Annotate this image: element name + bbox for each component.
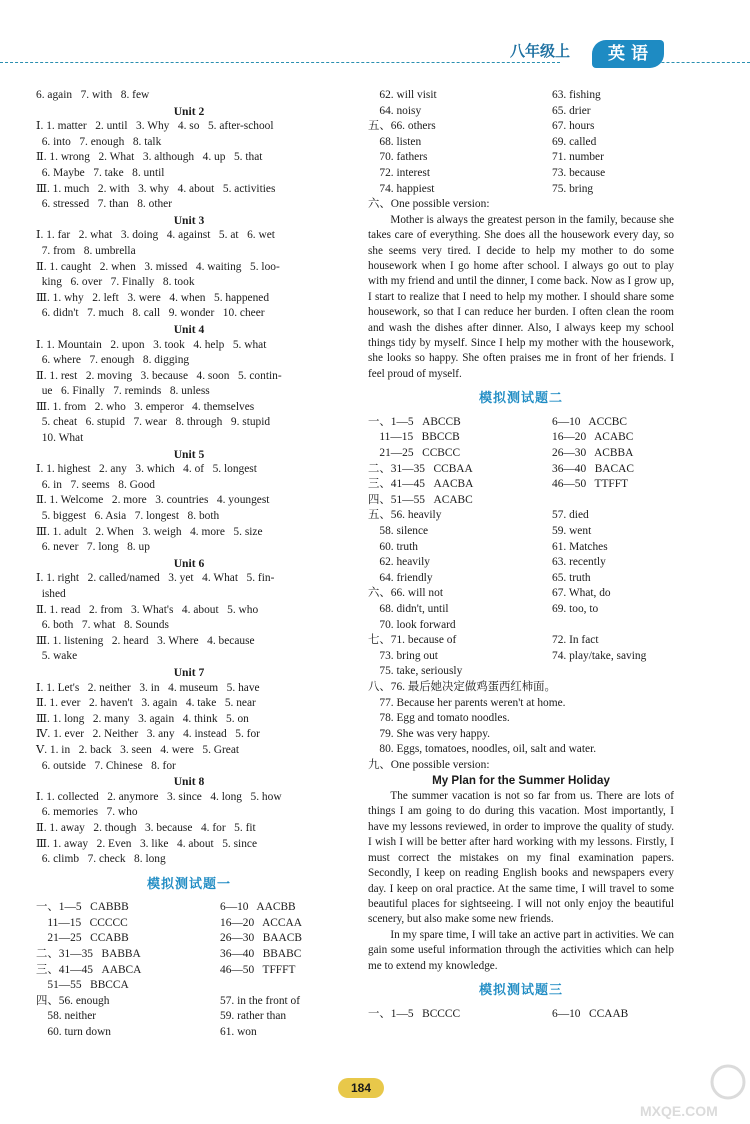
answer-left: 58. silence: [368, 524, 429, 537]
section-title-3: 模拟测试题三: [478, 982, 563, 998]
answer-row: [368, 555, 674, 571]
answer-line: 八、76. 最后她决定做鸡蛋西红柿面。: [368, 680, 556, 693]
unit-heading: Unit 4: [173, 322, 205, 336]
grade-label: 八年级上: [510, 42, 571, 60]
answer-line: ue 6. Finally 7. reminds 8. unless: [36, 385, 210, 398]
answer-line: Ⅲ. 1. adult 2. When 3. weigh 4. more 5. size: [36, 525, 263, 538]
answer-right: 36—40 BBABC: [220, 948, 302, 961]
answer-line: 5. cheat 6. stupid 7. wear 8. through 9. stupid: [36, 416, 271, 429]
answer-row: [36, 963, 342, 979]
answer-row: [368, 150, 674, 166]
answer-left: 二、31—35 CCBAA: [368, 462, 473, 475]
answer-row: [368, 88, 674, 104]
answer-line: Ⅰ. 1. far 2. what 3. doing 4. against 5. at 6. wet: [36, 229, 275, 242]
answer-right: 65. truth: [552, 571, 591, 584]
answer-left: 六、66. will not: [368, 587, 443, 600]
answer-row: [368, 415, 674, 431]
answer-line: Ⅰ. 1. right 2. called/named 3. yet 4. What 5. fin-: [36, 572, 275, 585]
answer-line: ished: [36, 588, 66, 600]
essay-mother: Mother is always the greatest person in the family, because she takes care of everything. She does all the housework every day, so she seems very tired. I decide to help my mother to do some housework when I go home after school. I always go out to play with my friend and until the dinner, I come back. Now as I grow up, I start to realize that I need to help my mother. I should share some housework, so that I can reduce her burden. I often clean the room and wash the dishes after dinner. Also, I always keep my school things tidy by myself. Since I help my mother with the housework, she looks so happy. She often praises me in front of her friends. I feel proud of myself.: [368, 213, 674, 380]
answer-line: 6. never 7. long 8. up: [36, 541, 150, 554]
answer-left: 四、56. enough: [36, 994, 110, 1007]
answer-right: 46—50 TTFFT: [552, 478, 629, 491]
answer-line: 77. Because her parents weren't at home.: [368, 696, 566, 709]
answer-row: [368, 540, 674, 556]
section-title-2: 模拟测试题二: [478, 391, 563, 407]
watermark-text: MXQE.COM: [640, 1103, 718, 1119]
answer-right: 63. fishing: [552, 89, 601, 101]
unit-heading: Unit 2: [173, 104, 205, 118]
answer-right: 74. play/take, saving: [552, 649, 647, 662]
answer-row: [368, 430, 674, 446]
answer-left: 11—15 BBCCB: [368, 431, 460, 444]
answer-left: 五、66. others: [368, 120, 436, 133]
answer-left: 68. listen: [368, 135, 422, 148]
answer-line: Ⅴ. 1. in 2. back 3. seen 4. were 5. Great: [36, 743, 240, 756]
answer-right: 72. In fact: [552, 634, 599, 647]
answer-row: [368, 586, 674, 602]
answer-left: 二、31—35 BABBA: [36, 948, 141, 961]
answer-right: 69. called: [552, 135, 597, 148]
answer-line: Ⅰ. 1. Mountain 2. upon 3. took 4. help 5. what: [36, 338, 267, 351]
subject-badge: 英 语: [592, 40, 664, 68]
answer-line: 6. stressed 7. than 8. other: [36, 198, 173, 211]
answer-right: 26—30 ACBBA: [552, 447, 634, 459]
answer-row: [368, 166, 674, 182]
answer-row: [368, 508, 674, 524]
answer-line: 6. outside 7. Chinese 8. for: [36, 759, 176, 772]
essay-summer-p2: In my spare time, I will take an active part in activities. We can gain some useful information through the activities which can help me to extend my knowledge.: [368, 928, 674, 972]
answer-right: 26—30 BAACB: [220, 932, 302, 945]
answer-row: [368, 135, 674, 151]
header-rule-left: [0, 62, 560, 63]
answer-left: 51—55 BBCCA: [36, 979, 129, 992]
answer-row: [36, 1009, 342, 1025]
unit-heading: Unit 6: [173, 556, 205, 570]
answer-line: Ⅲ. 1. from 2. who 3. emperor 4. themselves: [36, 400, 255, 413]
answer-line: Ⅱ. 1. away 2. though 3. because 4. for 5. fit: [36, 821, 256, 834]
answer-right: 71. number: [552, 151, 604, 164]
answer-row: [368, 104, 674, 120]
right-mid-answers: [368, 415, 674, 774]
unit-heading: Unit 8: [173, 775, 205, 789]
answer-row: [368, 182, 674, 198]
answer-left: 21—25 CCABB: [36, 932, 129, 945]
answer-line: 10. What: [36, 432, 84, 445]
answer-left: 60. truth: [368, 540, 418, 553]
answer-line: 6. in 7. seems 8. Good: [36, 478, 155, 491]
answer-right: 57. died: [552, 509, 589, 522]
answer-line: 80. Eggs, tomatoes, noodles, oil, salt and water.: [368, 743, 597, 756]
answer-left: 五、56. heavily: [368, 509, 442, 522]
answer-right: 61. won: [220, 1026, 257, 1039]
answer-left: 21—25 CCBCC: [368, 447, 461, 459]
answer-right: 67. hours: [552, 120, 595, 133]
answer-row: [36, 931, 342, 947]
answer-row: [368, 446, 674, 462]
answer-line: 6. into 7. enough 8. talk: [36, 135, 162, 148]
essay-summer-p1: The summer vacation is not so far from us. There are lots of things I am going to do during this vacation. Most importantly, I have my lessons reviewed, in order to improve the quality of study. I wish I will be better after hard working with my lessons. Firstly, I must correct the mistakes on my final examination papers. Secondly, I keep on reading English books and newspapers every day. I keep on oral practice. At the same time, I will travel to some beautiful places for sightseeing. I will not only enjoy the beautiful scenery, but also make some new friends.: [368, 790, 674, 926]
answer-row: [36, 916, 342, 932]
answer-left: 72. interest: [368, 166, 431, 179]
answer-row: [36, 1025, 342, 1041]
answer-right: 61. Matches: [552, 540, 608, 553]
watermark-logo: [600, 1062, 750, 1122]
answer-row: [368, 618, 674, 634]
answer-left: 60. turn down: [36, 1026, 111, 1039]
answer-right: 67. What, do: [552, 587, 611, 600]
answer-right: 59. went: [552, 524, 592, 537]
answer-left: 70. fathers: [368, 151, 428, 164]
answer-left: 62. heavily: [368, 556, 431, 569]
right-top-answers: [368, 88, 674, 213]
answer-line: Ⅰ. 1. collected 2. anymore 3. since 4. long 5. how: [36, 790, 282, 803]
answer-right: 57. in the front of: [220, 994, 301, 1007]
answer-row: [368, 119, 674, 135]
answer-line: 6. where 7. enough 8. digging: [36, 354, 190, 367]
answer-row: [368, 477, 674, 493]
answer-line: Ⅲ. 1. why 2. left 3. were 4. when 5. happened: [36, 291, 270, 304]
answer-right: 73. because: [552, 166, 606, 179]
answer-row: [368, 462, 674, 478]
answer-right: 6—10 AACBB: [220, 901, 296, 914]
answer-left: 七、71. because of: [368, 634, 457, 647]
answer-right: 16—20 ACCAA: [220, 916, 302, 929]
answer-line: Ⅱ. 1. rest 2. moving 3. because 4. soon 5. contin-: [36, 369, 282, 382]
section-title: 模拟测试题一: [146, 876, 231, 892]
answer-left: 70. look forward: [368, 618, 456, 631]
answer-line: 6. Maybe 7. take 8. until: [36, 166, 165, 179]
answer-row: [368, 633, 674, 649]
answer-line: 5. biggest 6. Asia 7. longest 8. both: [36, 510, 220, 523]
answer-row: [36, 947, 342, 963]
answer-right: 6—10 ACCBC: [552, 415, 628, 428]
answer-right: 63. recently: [552, 556, 606, 569]
answer-right: 65. drier: [552, 104, 591, 117]
answer-row: [368, 649, 674, 665]
unit-heading: Unit 7: [173, 665, 205, 679]
answer-line: 75. take, seriously: [368, 665, 463, 678]
answer-left: 一、1—5 ABCCB: [368, 415, 461, 428]
answer-row: [36, 978, 342, 994]
answer-left: 74. happiest: [368, 182, 435, 195]
answer-right: 36—40 BACAC: [552, 462, 634, 475]
answer-line: Ⅱ. 1. read 2. from 3. What's 4. about 5. who: [36, 603, 259, 616]
answer-left: 64. noisy: [368, 104, 422, 117]
answer-line: Ⅰ. 1. Let's 2. neither 3. in 4. museum 5. have: [36, 681, 260, 694]
answer-line: 78. Egg and tomato noodles.: [368, 712, 510, 725]
answer-left: 四、51—55 ACABC: [368, 493, 473, 506]
answer-row: [36, 900, 342, 916]
answer-line: Ⅰ. 1. matter 2. until 3. Why 4. so 5. after-school: [36, 120, 274, 133]
answer-left: 一、1—5 CABBB: [36, 901, 129, 914]
answer-row: [368, 493, 674, 509]
answer-right: 46—50 TFFFT: [220, 963, 296, 976]
answer-line: 九、One possible version:: [368, 758, 490, 771]
answer-left: 64. friendly: [368, 571, 433, 584]
answer-left: 68. didn't, until: [368, 602, 449, 615]
answer-left: 11—15 CCCCC: [36, 916, 128, 929]
answer-line: Ⅲ. 1. away 2. Even 3. like 4. about 5. since: [36, 837, 258, 850]
answer-line: 6. climb 7. check 8. long: [36, 853, 166, 866]
answer-line: 79. She was very happy.: [368, 727, 491, 740]
answer-line: Ⅳ. 1. ever 2. Neither 3. any 4. instead 5. for: [36, 728, 260, 741]
answer-line: Ⅲ. 1. listening 2. heard 3. Where 4. because: [36, 634, 255, 647]
unit-heading: Unit 3: [173, 213, 205, 227]
answer-left: 73. bring out: [368, 649, 438, 662]
answer-line: Ⅱ. 1. caught 2. when 3. missed 4. waiting 5. loo-: [36, 260, 280, 273]
answer-line: 六、One possible version:: [368, 198, 490, 211]
answer-line: 5. wake: [36, 650, 78, 663]
answer-line: 6. both 7. what 8. Sounds: [36, 619, 169, 632]
answer-row: [368, 602, 674, 618]
right-column: [368, 88, 674, 1022]
answer-line: Ⅱ. 1. Welcome 2. more 3. countries 4. youngest: [36, 494, 270, 507]
answer-right: 59. rather than: [220, 1010, 287, 1023]
left-column: [36, 88, 342, 1041]
answer-left: 58. neither: [36, 1010, 97, 1023]
page-number: 184: [338, 1078, 384, 1098]
answer-right: 69. too, to: [552, 602, 599, 615]
unit-heading: Unit 5: [173, 447, 205, 461]
answer-line: 6. again 7. with 8. few: [36, 89, 150, 101]
answer-line: Ⅱ. 1. ever 2. haven't 3. again 4. take 5. near: [36, 697, 256, 710]
answer-line: Ⅲ. 1. much 2. with 3. why 4. about 5. activities: [36, 182, 276, 195]
answer-line: Ⅰ. 1. highest 2. any 3. which 4. of 5. longest: [36, 463, 257, 476]
answer-left: 三、41—45 AACBA: [368, 478, 474, 491]
answer-line: 6. didn't 7. much 8. call 9. wonder 10. cheer: [36, 307, 265, 320]
answer-left: 三、41—45 AABCA: [36, 963, 142, 976]
answer-line: Ⅱ. 1. wrong 2. What 3. although 4. up 5. that: [36, 151, 263, 164]
answer-row: [368, 524, 674, 540]
last-answer-row: 一、1—5 BCCCC 6—10 CCAAB: [368, 1007, 629, 1020]
answer-left: 62. will visit: [368, 89, 437, 101]
answer-line: 7. from 8. umbrella: [36, 244, 136, 257]
answer-line: Ⅲ. 1. long 2. many 3. again 4. think 5. on: [36, 712, 249, 725]
answer-row: [36, 994, 342, 1010]
answer-line: king 6. over 7. Finally 8. took: [36, 276, 195, 289]
essay-title: My Plan for the Summer Holiday: [432, 774, 610, 788]
answer-right: 75. bring: [552, 182, 594, 195]
answer-row: [368, 571, 674, 587]
answer-line: 6. memories 7. who: [36, 806, 138, 819]
answer-right: 16—20 ACABC: [552, 431, 634, 444]
